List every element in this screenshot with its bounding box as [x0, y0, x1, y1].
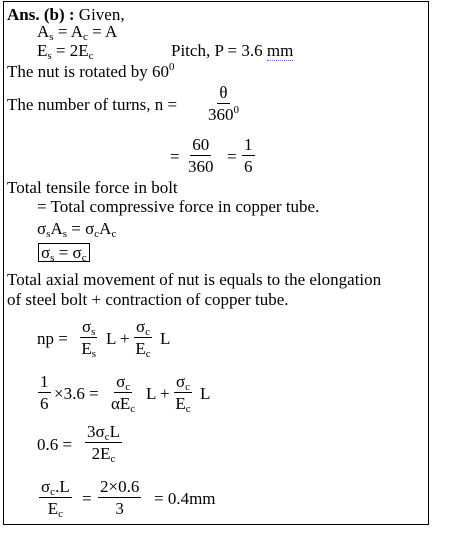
- turns-label: The number of turns, n =: [7, 95, 178, 114]
- pitch-value: Pitch, P = 3.6 mm: [171, 41, 294, 60]
- fraction-1-6: $\frac{1}{6}$: [40, 372, 49, 413]
- tensile-statement: Total tensile force in bolt: [7, 178, 178, 197]
- sigma-c-over-alphaEc: $\sigma_c$ $\alpha E_c$: [111, 372, 136, 415]
- compressive-statement: = Total compressive force in copper tube.: [37, 197, 320, 216]
- fraction-1-6: $\frac{1}{6}$: [244, 135, 253, 176]
- L-plus: L +: [106, 329, 130, 348]
- sigma-s-over-Es: $\frac{\sigma_s}{E_s}$: [81, 317, 97, 360]
- equals-sign: =: [170, 147, 180, 166]
- sigma-c-over-Ec: $\frac{\sigma_c}{E_c}$: [175, 372, 191, 415]
- sigma-c-over-Ec: $\frac{\sigma_c}{E_c}$: [135, 317, 151, 360]
- theta-over-360: $\frac{\theta}{360^0}$: [208, 83, 239, 124]
- fraction-60-360: $\frac{60}{360}$: [188, 135, 214, 176]
- axial-movement-line2: of steel bolt + contraction of copper tube.: [7, 290, 289, 309]
- equals-sign: =: [227, 147, 237, 166]
- lhs-0-6: 0.6 =: [37, 435, 73, 454]
- rotation-statement: The nut is rotated by $60^0$: [7, 61, 175, 81]
- L-term: L: [160, 329, 171, 348]
- force-balance-equation: $\sigma_sA_s = \sigma_cA_c$: [37, 219, 117, 240]
- fraction-2x06-over-3: $\frac{2\times 0.6}{3}$: [100, 477, 140, 518]
- sigma-L-over-Ec: $\frac{\sigma_c.L}{E_c}$: [41, 477, 70, 520]
- np-label: np =: [37, 329, 68, 348]
- axial-movement-line1: Total axial movement of nut is equals to the elongation: [7, 270, 382, 289]
- modulus-relation: $E_s = 2E_c$: [37, 41, 94, 62]
- L-plus: L +: [146, 384, 170, 403]
- answer-heading: Ans. (b) : Given,: [7, 5, 125, 24]
- equals-sign: =: [82, 489, 92, 508]
- L-term: L: [200, 384, 211, 403]
- three-sigma-L-over-2Ec: $3\sigma_cL$ $2E_c$: [87, 422, 120, 465]
- stress-equality-boxed: $\sigma_s = \sigma_c$: [38, 243, 90, 262]
- area-equality: $A_s = A_c = A$: [37, 22, 118, 43]
- times-3-6: ×3.6 =: [54, 384, 99, 403]
- final-result: = 0.4mm: [154, 489, 216, 508]
